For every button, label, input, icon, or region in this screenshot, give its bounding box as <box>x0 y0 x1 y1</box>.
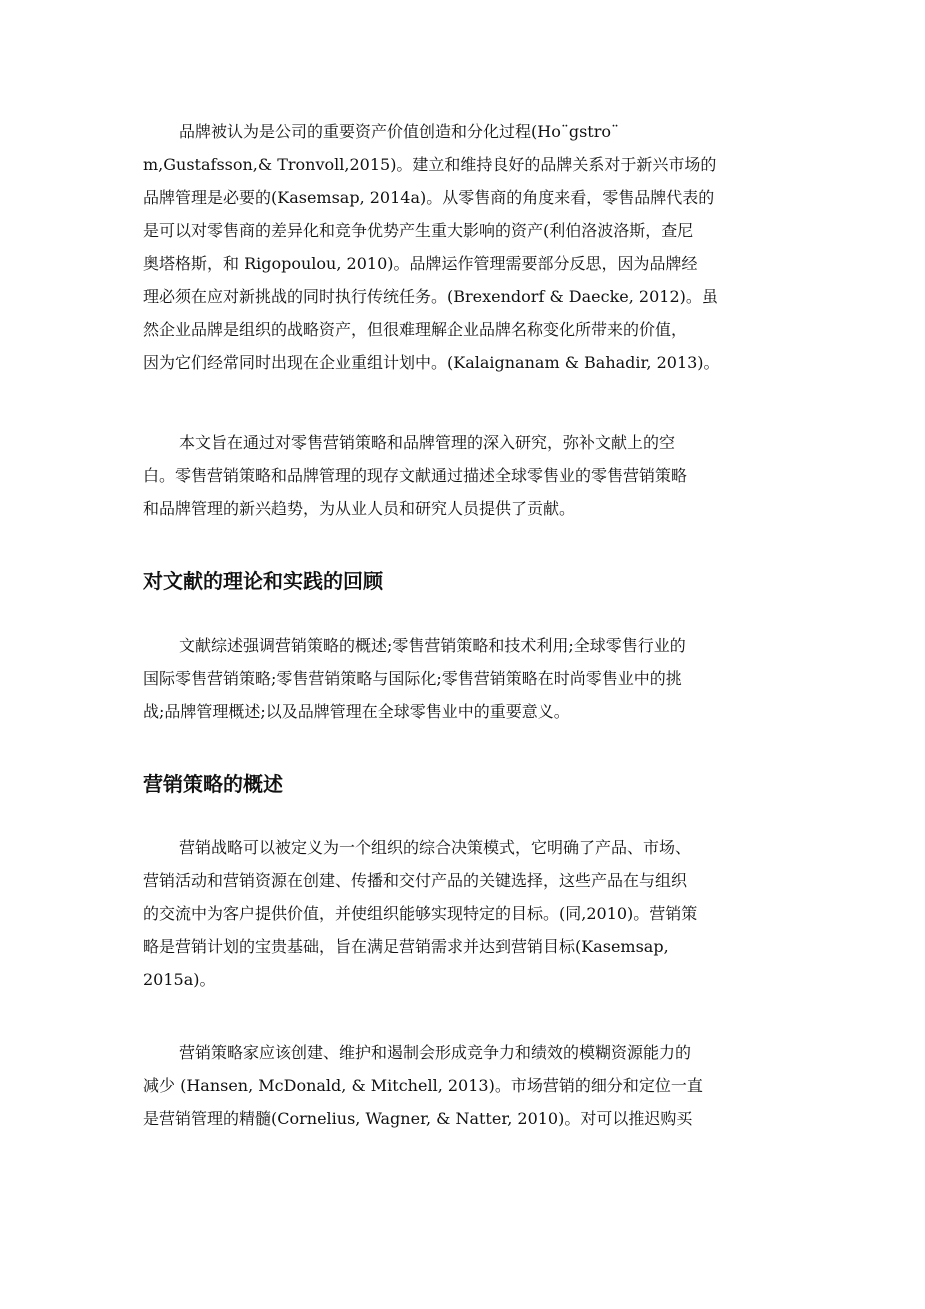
paragraph-brand-assets <box>143 115 793 379</box>
section-heading-literature-review: 对文献的理论和实践的回顾 <box>143 569 383 593</box>
paragraph-line: 品牌被认为是公司的重要资产价值创造和分化过程(Ho¨gstro¨ <box>179 122 619 141</box>
paragraph-line: 白。零售营销策略和品牌管理的现存文献通过描述全球零售业的零售营销策略 <box>143 466 688 485</box>
paragraph-line: 略是营销计划的宝贵基础，旨在满足营销需求并达到营销目标(Kasemsap, <box>143 937 669 956</box>
paragraph-line: 本文旨在通过对零售营销策略和品牌管理的深入研究，弥补文献上的空 <box>179 433 676 452</box>
paragraph-line: 是可以对零售商的差异化和竞争优势产生重大影响的资产(利伯洛波洛斯，查尼 <box>143 221 694 240</box>
paragraph-literature-overview <box>143 629 793 728</box>
paragraph-line: 然企业品牌是组织的战略资产，但很难理解企业品牌名称变化所带来的价值， <box>143 320 688 339</box>
paragraph-line: 营销战略可以被定义为一个组织的综合决策模式，它明确了产品、市场、 <box>179 838 692 857</box>
paragraph-line: 营销活动和营销资源在创建、传播和交付产品的关键选择，这些产品在与组织 <box>143 871 688 890</box>
paragraph-line: 营销策略家应该创建、维护和遏制会形成竞争力和绩效的模糊资源能力的 <box>179 1043 692 1062</box>
paragraph-line: 理必须在应对新挑战的同时执行传统任务。(Brexendorf & Daecke, 2012)。虽 <box>143 287 718 306</box>
paragraph-line: 战;品牌管理概述;以及品牌管理在全球零售业中的重要意义。 <box>143 702 570 721</box>
paragraph-line: 的交流中为客户提供价值，并使组织能够实现特定的目标。(同,2010)。营销策 <box>143 904 698 923</box>
paragraph-line: 奥塔格斯，和 Rigopoulou, 2010)。品牌运作管理需要部分反思，因为品牌经 <box>143 254 698 273</box>
paragraph-line: 文献综述强调营销策略的概述;零售营销策略和技术利用;全球零售行业的 <box>179 636 686 655</box>
paragraph-line: 品牌管理是必要的(Kasemsap, 2014a)。从零售商的角度来看，零售品牌代表的 <box>143 188 715 207</box>
paragraph-line: m,Gustafsson,& Tronvoll,2015)。建立和维持良好的品牌关系对于新兴市场的 <box>143 155 717 174</box>
paragraph-marketing-strategist <box>143 1036 793 1135</box>
paragraph-line: 国际零售营销策略;零售营销策略与国际化;零售营销策略在时尚零售业中的挑 <box>143 669 682 688</box>
paragraph-marketing-strategy-definition <box>143 831 793 996</box>
paragraph-line: 因为它们经常同时出现在企业重组计划中。(Kalaignanam & Bahadir, 2013)。 <box>143 353 720 372</box>
section-heading-marketing-strategy: 营销策略的概述 <box>143 772 283 796</box>
paragraph-purpose <box>143 426 793 525</box>
paragraph-line: 减少 (Hansen, McDonald, & Mitchell, 2013)。市场营销的细分和定位一直 <box>143 1076 703 1095</box>
paragraph-line: 是营销管理的精髓(Cornelius, Wagner, & Natter, 2010)。对可以推迟购买 <box>143 1109 693 1128</box>
paragraph-line: 2015a)。 <box>143 970 216 989</box>
paragraph-line: 和品牌管理的新兴趋势，为从业人员和研究人员提供了贡献。 <box>143 499 576 518</box>
